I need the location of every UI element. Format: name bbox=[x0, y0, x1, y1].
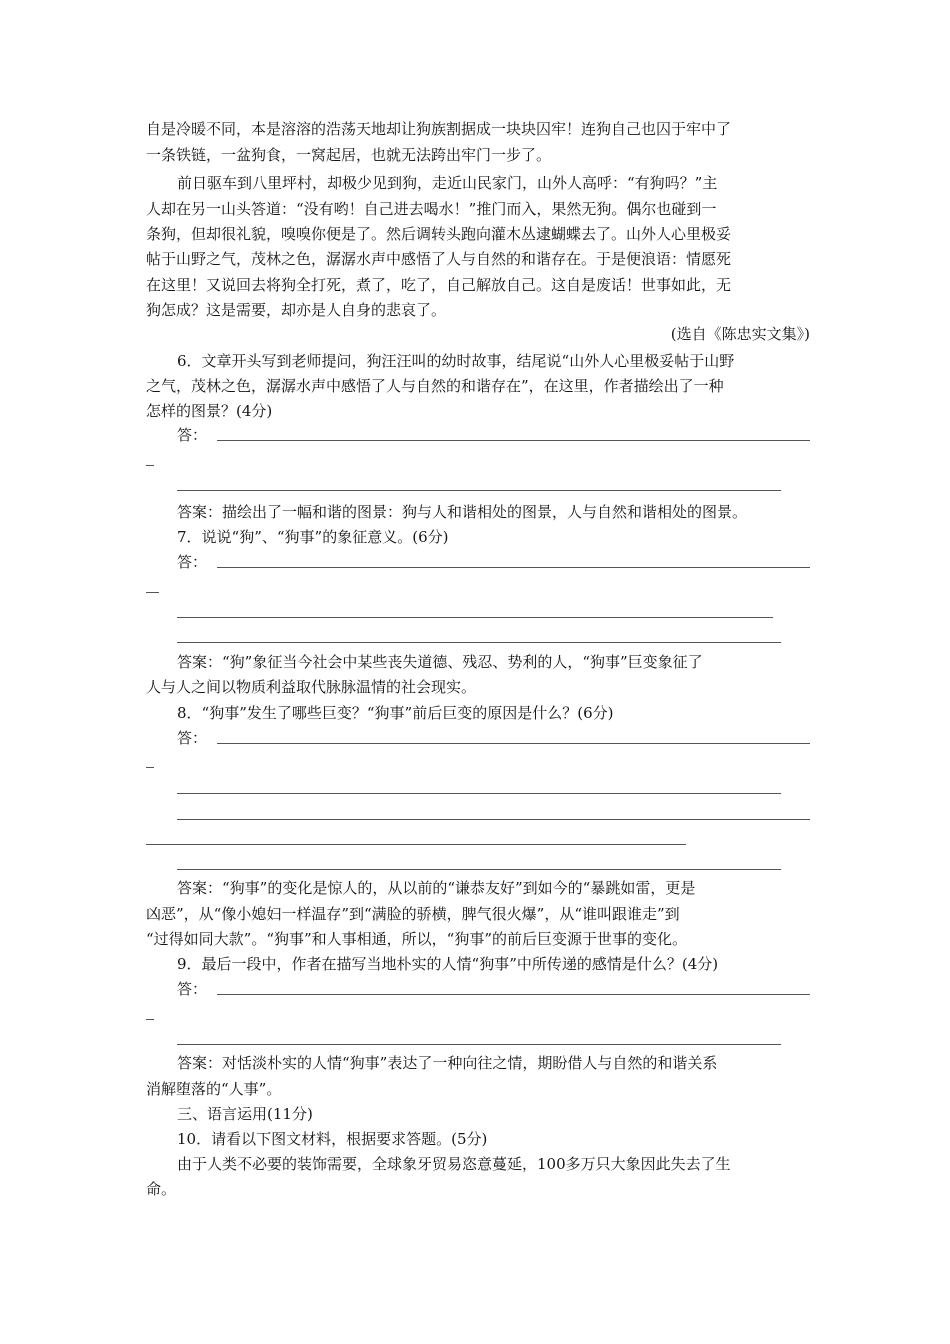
passage-line: 帖于山野之气，茂林之色，潺潺水声中感悟了人与自然的和谐存在。于是便浪语：情愿死 bbox=[146, 250, 732, 268]
answer-label: 答： bbox=[177, 553, 208, 571]
answer-label: 答： bbox=[177, 980, 208, 998]
answer-line bbox=[217, 440, 810, 441]
answer-line bbox=[177, 617, 773, 618]
answer-line bbox=[146, 592, 159, 593]
answer-line bbox=[146, 767, 154, 768]
answer-key-q6: 答案：描绘出了一幅和谐的图景：狗与人和谐相处的图景，人与自然和谐相处的图景。 bbox=[177, 503, 748, 521]
answer-label: 答： bbox=[177, 729, 208, 747]
answer-key-q9: 消解堕落的“人事”。 bbox=[146, 1080, 282, 1098]
answer-line bbox=[177, 490, 781, 491]
question-6-text: 之气，茂林之色，潺潺水声中感悟了人与自然的和谐存在”，在这里，作者描绘出了一种 bbox=[146, 377, 724, 395]
answer-line bbox=[217, 743, 810, 744]
answer-key-q8: 答案：“狗事”的变化是惊人的，从以前的“谦恭友好”到如今的“暴跳如雷，更是 bbox=[177, 879, 696, 897]
passage-line: 自是冷暖不同，本是溶溶的浩荡天地却让狗族割据成一块块囚牢！连狗自己也囚于牢中了 bbox=[146, 120, 732, 138]
answer-label: 答： bbox=[177, 426, 208, 444]
paragraph-line: 由于人类不必要的装饰需要，全球象牙贸易恣意蔓延，100多万只大象因此失去了生 bbox=[177, 1155, 731, 1173]
answer-line bbox=[146, 465, 154, 466]
answer-row-q8 bbox=[177, 727, 810, 749]
answer-key-q9: 答案：对恬淡朴实的人情“狗事”表达了一种向往之情，期盼借人与自然的和谐关系 bbox=[177, 1054, 718, 1072]
question-6-text: 怎样的图景？(4分) bbox=[146, 402, 273, 420]
passage-line: 条狗，但却很礼貌，嗅嗅你便是了。然后调转头跑向灌木丛逮蝴蝶去了。山外人心里极妥 bbox=[146, 225, 732, 243]
passage-line: 人却在另一山头答道：“没有哟！自己进去喝水！”推门而入，果然无狗。偶尔也碰到一 bbox=[146, 200, 717, 218]
answer-line bbox=[177, 869, 781, 870]
answer-key-q7: 人与人之间以物质利益取代脉脉温情的社会现实。 bbox=[146, 678, 477, 696]
answer-row-q7 bbox=[177, 551, 810, 573]
question-9-text: 9．最后一段中，作者在描写当地朴实的人情“狗事”中所传递的感情是什么？(4分) bbox=[177, 955, 719, 973]
answer-row-q6 bbox=[177, 424, 810, 446]
answer-line bbox=[217, 994, 810, 995]
answer-key-q8: 凶恶”，从“像小媳妇一样温存”到“满脸的骄横，脾气很火爆”，从“谁叫跟谁走”到 bbox=[146, 905, 680, 923]
question-6-text: 6．文章开头写到老师提问，狗汪汪叫的幼时故事，结尾说“山外人心里极妥帖于山野 bbox=[177, 352, 735, 370]
question-7-text: 7．说说“狗”、“狗事”的象征意义。(6分) bbox=[177, 528, 449, 546]
question-8-text: 8．“狗事”发生了哪些巨变？“狗事”前后巨变的原因是什么？(6分) bbox=[177, 704, 614, 722]
answer-row-q9 bbox=[177, 978, 810, 1000]
paragraph-line: 命。 bbox=[146, 1180, 177, 1198]
answer-line bbox=[177, 793, 781, 794]
answer-line bbox=[146, 844, 686, 845]
question-10-text: 10．请看以下图文材料，根据要求答题。(5分) bbox=[177, 1130, 488, 1148]
answer-line bbox=[177, 819, 810, 820]
source-citation: (选自《陈忠实文集》) bbox=[670, 325, 810, 343]
answer-key-q7: 答案：“狗”象征当今社会中某些丧失道德、残忍、势利的人，“狗事”巨变象征了 bbox=[177, 653, 703, 671]
passage-line: 在这里！又说回去将狗全打死，煮了，吃了，自己解放自己。这自是废话！世事如此，无 bbox=[146, 276, 732, 294]
answer-line bbox=[217, 567, 810, 568]
passage-line: 前日驱车到八里坪村，却极少见到狗，走近山民家门，山外人高呼：“有狗吗？”主 bbox=[177, 174, 718, 192]
answer-line bbox=[146, 1019, 154, 1020]
answer-line bbox=[177, 642, 781, 643]
section-heading: 三、语言运用(11分) bbox=[177, 1105, 313, 1123]
answer-key-q8: “过得如同大款”。“狗事”和人事相通，所以，“狗事”的前后巨变源于世事的变化。 bbox=[146, 930, 688, 948]
passage-line: 狗怎成？这是需要，却亦是人自身的悲哀了。 bbox=[146, 301, 447, 319]
answer-line bbox=[177, 1044, 781, 1045]
passage-line: 一条铁链，一盆狗食，一窝起居，也就无法跨出牢门一步了。 bbox=[146, 146, 552, 164]
